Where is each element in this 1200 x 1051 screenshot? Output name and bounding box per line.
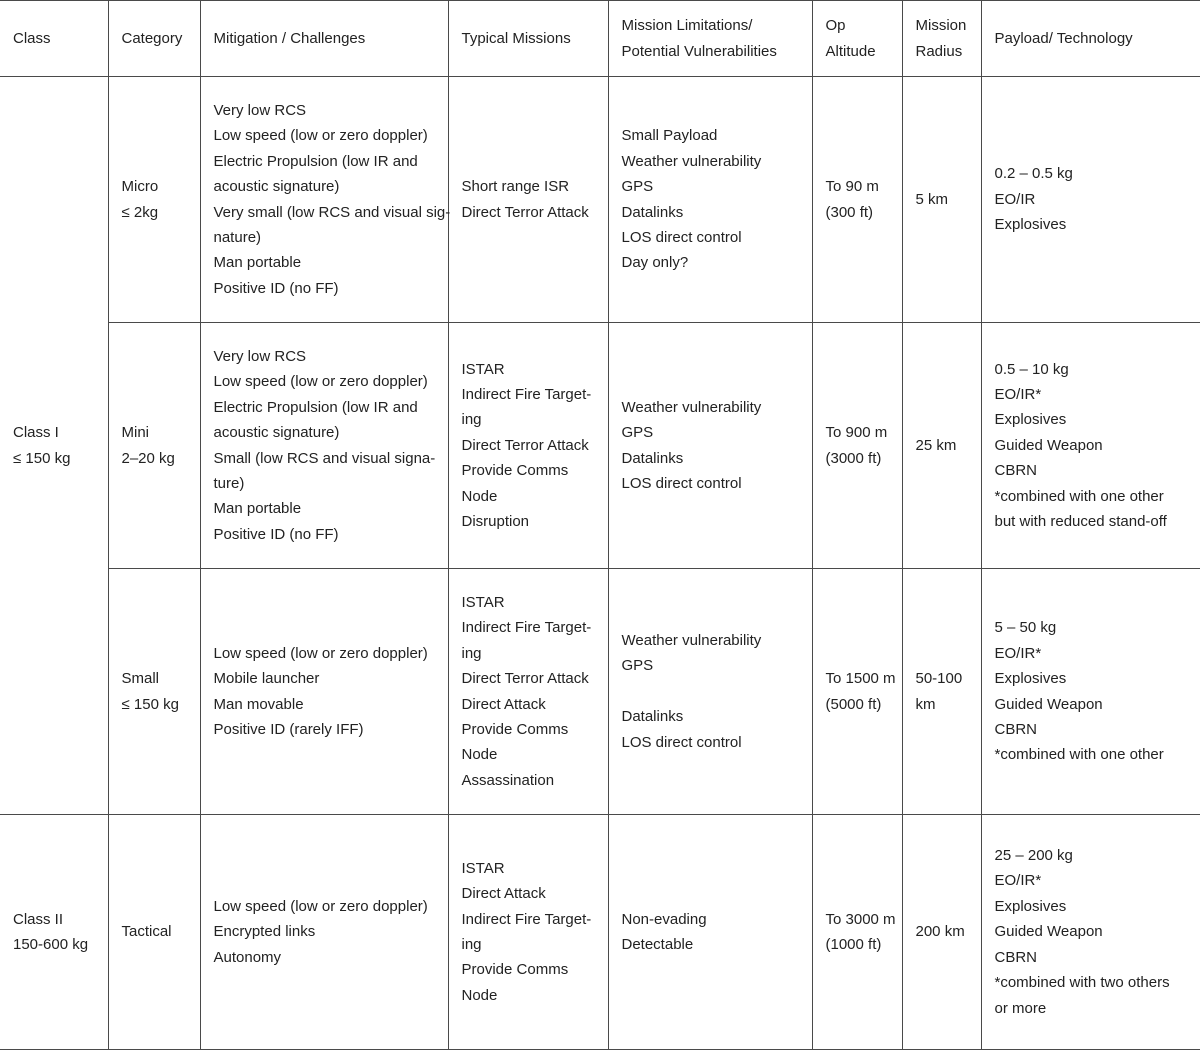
cell-line: 150-600 kg	[13, 936, 89, 953]
cell-line: Direct Attack	[461, 885, 546, 903]
cell-line: Direct Terror Attack	[461, 436, 589, 454]
cell-line: LOS direct control	[621, 474, 742, 492]
cell-line: (5000 ft)	[825, 695, 882, 713]
cell-line: 0.2 – 0.5 kg	[994, 165, 1073, 183]
cell-line: ISTAR	[461, 593, 505, 611]
payload-cell	[981, 323, 1200, 569]
payload-cell	[981, 569, 1200, 815]
radius-cell	[902, 815, 981, 1050]
header-class: Class	[0, 1, 108, 77]
header-mitigation	[200, 1, 448, 77]
category-cell	[108, 815, 200, 1050]
cell-line: LOS direct control	[621, 733, 742, 751]
cell-line: CBRN	[994, 720, 1038, 738]
cell-line: To 3000 m	[825, 910, 896, 928]
cell-line: 2–20 kg	[121, 449, 175, 467]
cell-line: Guided Weapon	[994, 695, 1103, 713]
cell-line: ≤ 2kg	[121, 203, 159, 221]
cell-line: (3000 ft)	[825, 449, 882, 467]
cell-line: Very small (low RCS and visual sig-	[213, 203, 451, 221]
cell-line: ISTAR	[461, 360, 505, 378]
cell-line: Explosives	[994, 411, 1067, 429]
cell-line: (1000 ft)	[825, 936, 882, 953]
cell-line: GPS	[621, 657, 654, 675]
cell-line: Mission	[915, 17, 967, 35]
cell-line: Datalinks	[621, 449, 684, 467]
header-limitations	[608, 1, 812, 77]
table-row	[0, 569, 1200, 815]
table-row	[0, 323, 1200, 569]
cell-line: Provide Comms	[461, 720, 569, 738]
cell-line: *combined with one other	[994, 746, 1164, 764]
cell-line: Potential Vulnerabilities	[621, 42, 777, 60]
cell-line: Direct Terror Attack	[461, 670, 589, 688]
mitigation-cell	[200, 323, 448, 569]
cell-line: Short range ISR	[461, 178, 570, 196]
payload-cell	[981, 77, 1200, 323]
cell-line: ≤ 150 kg	[13, 449, 71, 467]
class-cell	[0, 815, 108, 1050]
cell-line: Mitigation / Challenges	[213, 29, 366, 47]
radius-cell	[902, 323, 981, 569]
limitations-cell	[608, 569, 812, 815]
cell-line: Explosives	[994, 897, 1067, 915]
header-payload: Payload/ Technology	[981, 1, 1200, 77]
cell-line: Weather vulnerability	[621, 398, 762, 416]
cell-line: *combined with two others	[994, 974, 1170, 992]
limitations-cell	[608, 323, 812, 569]
cell-line: Mini	[121, 424, 150, 442]
cell-line: EO/IR*	[994, 644, 1042, 662]
cell-line: Small	[121, 670, 160, 688]
header-radius	[902, 1, 981, 77]
cell-line: Explosives	[994, 670, 1067, 688]
cell-line: To 90 m	[825, 178, 879, 196]
altitude-cell	[812, 323, 902, 569]
cell-line: Positive ID (rarely IFF)	[213, 720, 364, 738]
limitations-cell	[608, 815, 812, 1050]
cell-line: Direct Terror Attack	[461, 203, 589, 221]
table-row	[0, 815, 1200, 1050]
cell-line: 5 – 50 kg	[994, 619, 1057, 637]
limitations-cell	[608, 77, 812, 323]
cell-line: Man portable	[213, 500, 302, 518]
cell-line: CBRN	[994, 948, 1038, 966]
cell-line: 5 km	[915, 190, 949, 208]
cell-line: Small Payload	[621, 127, 718, 145]
missions-cell	[448, 77, 608, 323]
cell-line: acoustic signature)	[213, 178, 340, 196]
cell-line: Low speed (low or zero doppler)	[213, 897, 428, 915]
missions-cell	[448, 569, 608, 815]
cell-line: Provide Comms	[461, 961, 569, 979]
cell-line: Low speed (low or zero doppler)	[213, 644, 428, 662]
missions-cell	[448, 815, 608, 1050]
cell-line: 25 km	[915, 436, 957, 454]
cell-line: Weather vulnerability	[621, 152, 762, 170]
cell-line: Assassination	[461, 771, 555, 789]
cell-line: Weather vulnerability	[621, 631, 762, 649]
cell-line: EO/IR*	[994, 385, 1042, 403]
category-cell	[108, 77, 200, 323]
radius-cell	[902, 569, 981, 815]
cell-line: Indirect Fire Target-	[461, 385, 592, 403]
cell-line: ≤ 150 kg	[121, 695, 179, 713]
cell-line: Node	[461, 746, 498, 764]
altitude-cell	[812, 77, 902, 323]
mitigation-cell	[200, 77, 451, 323]
cell-line: acoustic signature)	[213, 424, 340, 442]
cell-line: EO/IR*	[994, 872, 1042, 890]
cell-line: Direct Attack	[461, 695, 546, 713]
cell-line: Explosives	[994, 216, 1067, 234]
cell-line: (300 ft)	[825, 203, 874, 221]
cell-line: Indirect Fire Target-	[461, 910, 592, 928]
cell-line: ing	[461, 936, 482, 953]
cell-line: ISTAR	[461, 859, 505, 877]
cell-line: 0.5 – 10 kg	[994, 360, 1069, 378]
cell-line: Positive ID (no FF)	[213, 279, 339, 297]
cell-line: Electric Propulsion (low IR and	[213, 152, 418, 170]
cell-line: Very low RCS	[213, 101, 307, 119]
cell-line: ing	[461, 644, 482, 662]
cell-line: Provide Comms	[461, 462, 569, 480]
cell-line: but with reduced stand-off	[994, 513, 1167, 531]
radius-cell	[902, 77, 981, 323]
cell-line: 25 – 200 kg	[994, 847, 1073, 865]
cell-line: To 1500 m	[825, 670, 896, 688]
cell-line: Man movable	[213, 695, 304, 713]
payload-cell	[981, 815, 1200, 1050]
altitude-cell	[812, 569, 902, 815]
cell-line: LOS direct control	[621, 228, 742, 246]
header-missions: Typical Missions	[448, 1, 608, 77]
cell-line: 50-100	[915, 670, 963, 688]
cell-line: Op	[825, 17, 846, 35]
class-cell	[0, 77, 108, 815]
cell-line: Mobile launcher	[213, 670, 320, 688]
cell-line: ture)	[213, 474, 245, 492]
cell-line: Small (low RCS and visual signa-	[213, 449, 436, 467]
cell-line: Man portable	[213, 254, 302, 272]
cell-line: Class I	[13, 424, 59, 442]
cell-line	[622, 679, 806, 704]
cell-line: Node	[461, 487, 498, 505]
cell-line: Datalinks	[621, 708, 684, 726]
cell-line: To 900 m	[825, 424, 888, 442]
cell-line: GPS	[621, 424, 654, 442]
cell-line: Radius	[915, 42, 963, 60]
cell-line: GPS	[621, 178, 654, 196]
cell-line: *combined with one other	[994, 487, 1164, 505]
category-cell	[108, 323, 200, 569]
cell-line: Guided Weapon	[994, 923, 1103, 941]
cell-line: Day only?	[621, 254, 689, 272]
category-cell	[108, 569, 200, 815]
header-row	[0, 1, 1200, 77]
missions-cell	[448, 323, 608, 569]
cell-line: Electric Propulsion (low IR and	[213, 398, 418, 416]
cell-line: ing	[461, 411, 482, 429]
cell-line: Guided Weapon	[994, 436, 1103, 454]
cell-line: Altitude	[825, 42, 876, 60]
cell-line: Node	[461, 986, 498, 1004]
cell-line: or more	[994, 999, 1047, 1017]
cell-line: Mission Limitations/	[621, 17, 753, 35]
cell-line: Low speed (low or zero doppler)	[213, 127, 428, 145]
table-row	[0, 77, 1200, 323]
altitude-cell	[812, 815, 902, 1050]
cell-line: Encrypted links	[213, 923, 316, 941]
mitigation-cell	[200, 569, 448, 815]
cell-line: km	[915, 695, 936, 713]
cell-line: Micro	[121, 178, 159, 196]
cell-line: Low speed (low or zero doppler)	[213, 373, 428, 391]
cell-line: Detectable	[621, 936, 694, 953]
cell-line: Autonomy	[213, 948, 282, 966]
cell-line: Positive ID (no FF)	[213, 525, 339, 543]
header-category: Category	[108, 1, 200, 77]
cell-line: EO/IR	[994, 190, 1036, 208]
cell-line: Disruption	[461, 513, 530, 531]
cell-line: Very low RCS	[213, 347, 307, 365]
cell-line: 200 km	[915, 923, 965, 941]
mitigation-cell	[200, 815, 448, 1050]
header-altitude	[812, 1, 902, 77]
cell-line: Tactical	[121, 923, 172, 941]
cell-line: Indirect Fire Target-	[461, 619, 592, 637]
cell-line: Datalinks	[621, 203, 684, 221]
cell-line: Class II	[13, 910, 64, 928]
cell-line: Non-evading	[621, 910, 707, 928]
cell-line: nature)	[213, 228, 262, 246]
cell-line: CBRN	[994, 462, 1038, 480]
